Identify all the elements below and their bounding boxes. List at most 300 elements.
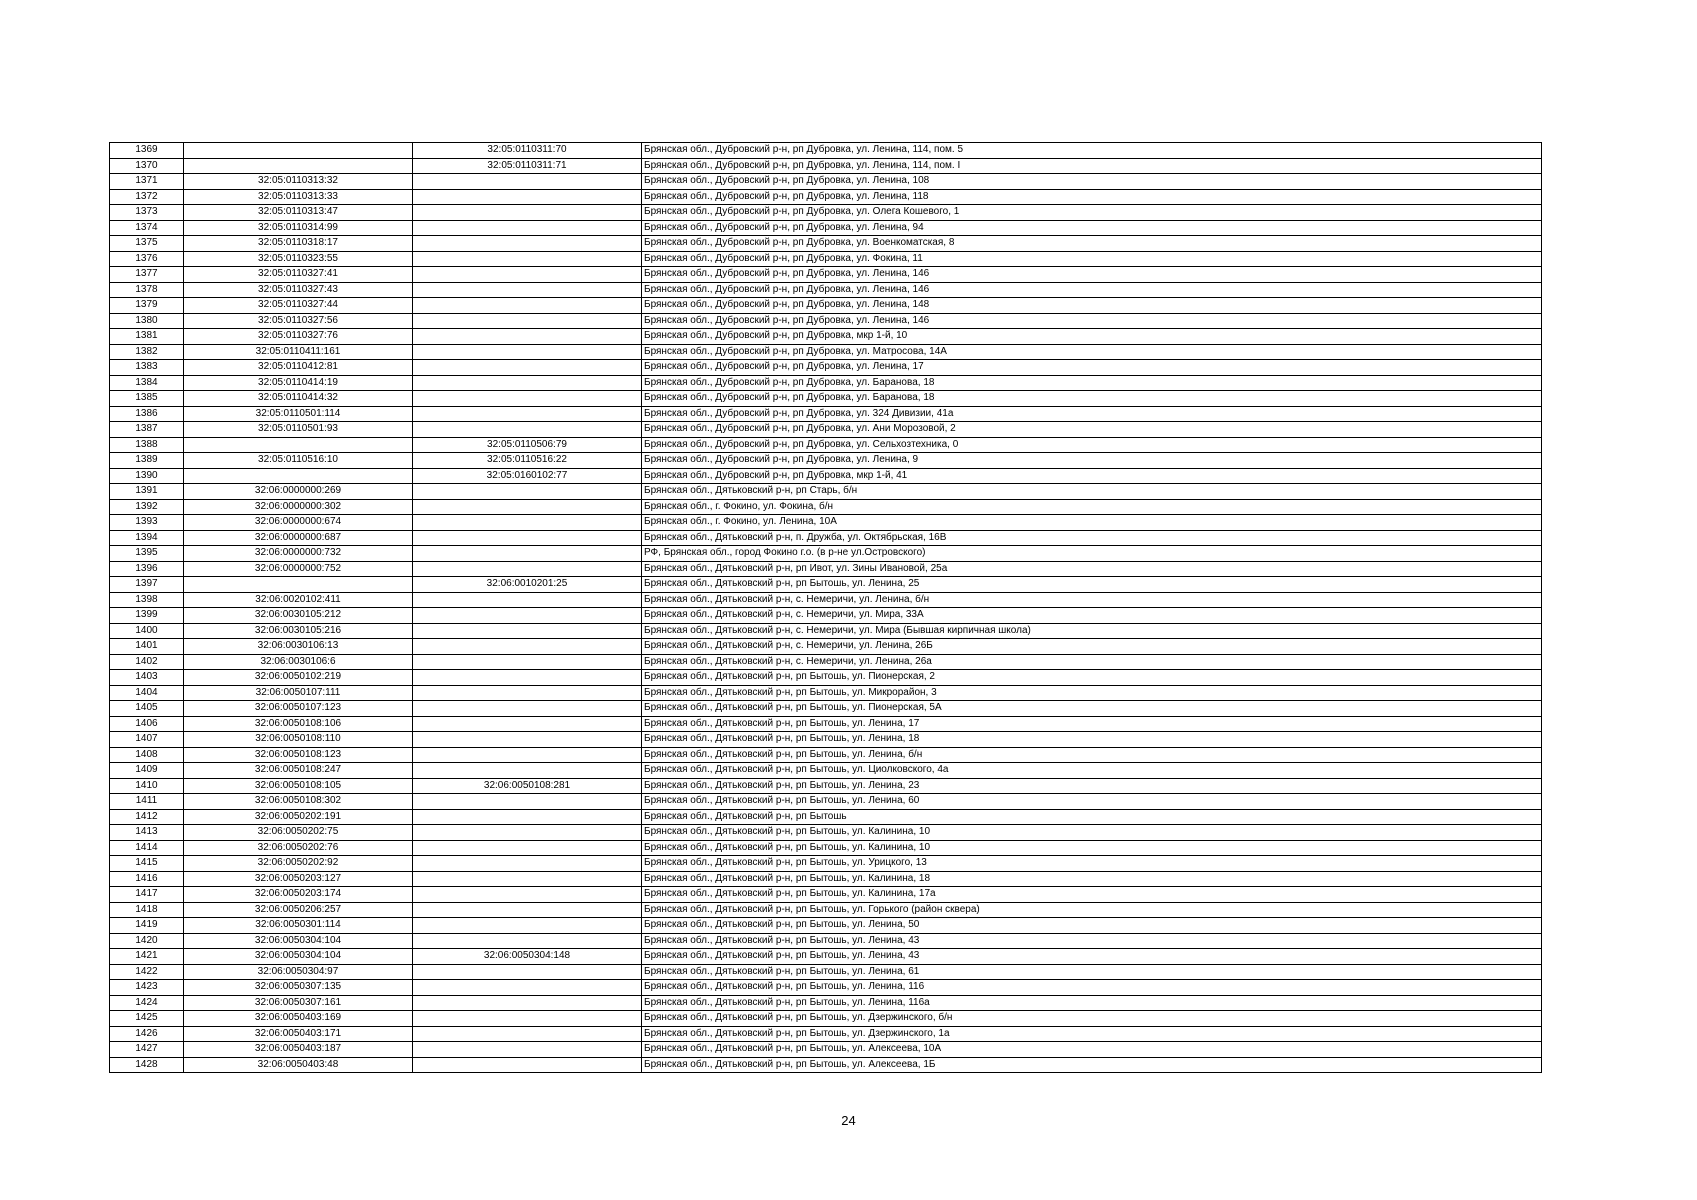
row-number-cell: 1387 [110, 422, 184, 438]
related-cadastral-number-cell [413, 375, 642, 391]
related-cadastral-number-cell [413, 654, 642, 670]
related-cadastral-number-cell: 32:05:0110311:71 [413, 158, 642, 174]
cadastral-number-cell: 32:06:0050202:191 [184, 809, 413, 825]
related-cadastral-number-cell [413, 701, 642, 717]
table-row [110, 1026, 1542, 1042]
address-cell: Брянская обл., Дубровский р-н, рп Дубровка, ул. Ленина, 94 [642, 220, 1542, 236]
table-row [110, 189, 1542, 205]
address-cell: Брянская обл., Дятьковский р-н, с. Немеричи, ул. Мира (Бывшая кирпичная школа) [642, 623, 1542, 639]
table-row [110, 515, 1542, 531]
table-row [110, 732, 1542, 748]
cadastral-number-cell: 32:06:0050107:123 [184, 701, 413, 717]
related-cadastral-number-cell [413, 391, 642, 407]
cadastral-number-cell: 32:05:0110323:55 [184, 251, 413, 267]
cadastral-number-cell: 32:06:0050102:219 [184, 670, 413, 686]
related-cadastral-number-cell [413, 344, 642, 360]
row-number-cell: 1400 [110, 623, 184, 639]
cadastral-number-cell: 32:05:0110313:32 [184, 174, 413, 190]
address-cell: Брянская обл., Дятьковский р-н, рп Бытошь, ул. Ленина, 50 [642, 918, 1542, 934]
table-row [110, 422, 1542, 438]
register-table-body [110, 143, 1542, 1073]
row-number-cell: 1416 [110, 871, 184, 887]
related-cadastral-number-cell [413, 732, 642, 748]
row-number-cell: 1428 [110, 1057, 184, 1073]
table-row [110, 577, 1542, 593]
related-cadastral-number-cell: 32:05:0110516:22 [413, 453, 642, 469]
row-number-cell: 1372 [110, 189, 184, 205]
table-row [110, 329, 1542, 345]
related-cadastral-number-cell [413, 484, 642, 500]
cadastral-number-cell: 32:06:0000000:302 [184, 499, 413, 515]
table-row [110, 298, 1542, 314]
address-cell: Брянская обл., Дубровский р-н, рп Дубровка, ул. Баранова, 18 [642, 391, 1542, 407]
related-cadastral-number-cell [413, 1026, 642, 1042]
row-number-cell: 1407 [110, 732, 184, 748]
related-cadastral-number-cell: 32:06:0050304:148 [413, 949, 642, 965]
row-number-cell: 1403 [110, 670, 184, 686]
cadastral-number-cell: 32:06:0050108:110 [184, 732, 413, 748]
table-row [110, 1057, 1542, 1073]
address-cell: Брянская обл., Дубровский р-н, рп Дубровка, ул. Ленина, 148 [642, 298, 1542, 314]
cadastral-number-cell: 32:06:0050307:135 [184, 980, 413, 996]
address-cell: Брянская обл., Дубровский р-н, рп Дубровка, ул. Баранова, 18 [642, 375, 1542, 391]
address-cell: Брянская обл., Дятьковский р-н, п. Дружба, ул. Октябрьская, 16В [642, 530, 1542, 546]
related-cadastral-number-cell [413, 329, 642, 345]
cadastral-number-cell [184, 577, 413, 593]
cadastral-number-cell: 32:05:0110501:114 [184, 406, 413, 422]
related-cadastral-number-cell [413, 933, 642, 949]
table-row [110, 251, 1542, 267]
address-cell: Брянская обл., Дятьковский р-н, рп Бытошь, ул. Ленина, 18 [642, 732, 1542, 748]
address-cell: Брянская обл., Дятьковский р-н, рп Бытошь, ул. Ленина, 25 [642, 577, 1542, 593]
table-row [110, 623, 1542, 639]
cadastral-number-cell: 32:05:0110313:33 [184, 189, 413, 205]
table-row [110, 143, 1542, 159]
table-row [110, 220, 1542, 236]
cadastral-number-cell [184, 158, 413, 174]
table-row [110, 236, 1542, 252]
table-row [110, 158, 1542, 174]
table-row [110, 887, 1542, 903]
row-number-cell: 1411 [110, 794, 184, 810]
row-number-cell: 1404 [110, 685, 184, 701]
cadastral-number-cell: 32:06:0000000:687 [184, 530, 413, 546]
table-row [110, 716, 1542, 732]
row-number-cell: 1389 [110, 453, 184, 469]
related-cadastral-number-cell: 32:05:0110506:79 [413, 437, 642, 453]
cadastral-number-cell: 32:05:0110501:93 [184, 422, 413, 438]
row-number-cell: 1384 [110, 375, 184, 391]
address-cell: Брянская обл., Дубровский р-н, рп Дубровка, ул. 324 Дивизии, 41а [642, 406, 1542, 422]
page-number: 24 [841, 1113, 856, 1128]
row-number-cell: 1405 [110, 701, 184, 717]
row-number-cell: 1406 [110, 716, 184, 732]
address-cell: Брянская обл., Дятьковский р-н, рп Бытошь, ул. Ленина, 43 [642, 933, 1542, 949]
related-cadastral-number-cell [413, 794, 642, 810]
table-row [110, 778, 1542, 794]
cadastral-number-cell: 32:06:0000000:732 [184, 546, 413, 562]
related-cadastral-number-cell [413, 546, 642, 562]
table-row [110, 344, 1542, 360]
related-cadastral-number-cell [413, 251, 642, 267]
cadastral-number-cell: 32:06:0050206:257 [184, 902, 413, 918]
address-cell: Брянская обл., Дятьковский р-н, рп Бытошь, ул. Ленина, 116а [642, 995, 1542, 1011]
cadastral-number-cell: 32:06:0050108:123 [184, 747, 413, 763]
related-cadastral-number-cell [413, 902, 642, 918]
address-cell: Брянская обл., Дятьковский р-н, с. Немеричи, ул. Ленина, 26а [642, 654, 1542, 670]
table-row [110, 592, 1542, 608]
related-cadastral-number-cell [413, 685, 642, 701]
address-cell: Брянская обл., Дубровский р-н, рп Дубровка, ул. Ленина, 114, пом. 5 [642, 143, 1542, 159]
row-number-cell: 1398 [110, 592, 184, 608]
related-cadastral-number-cell [413, 282, 642, 298]
cadastral-number-cell: 32:06:0050307:161 [184, 995, 413, 1011]
table-row [110, 701, 1542, 717]
table-row [110, 995, 1542, 1011]
row-number-cell: 1415 [110, 856, 184, 872]
cadastral-number-cell: 32:06:0050108:302 [184, 794, 413, 810]
table-row [110, 1042, 1542, 1058]
row-number-cell: 1410 [110, 778, 184, 794]
table-row [110, 794, 1542, 810]
related-cadastral-number-cell [413, 623, 642, 639]
address-cell: Брянская обл., Дятьковский р-н, рп Бытошь, ул. Ленина, 17 [642, 716, 1542, 732]
related-cadastral-number-cell [413, 639, 642, 655]
address-cell: Брянская обл., Дубровский р-н, рп Дубровка, ул. Ленина, 146 [642, 267, 1542, 283]
table-row [110, 639, 1542, 655]
row-number-cell: 1378 [110, 282, 184, 298]
row-number-cell: 1426 [110, 1026, 184, 1042]
address-cell: Брянская обл., Дятьковский р-н, с. Немеричи, ул. Ленина, 26Б [642, 639, 1542, 655]
related-cadastral-number-cell [413, 174, 642, 190]
table-row [110, 670, 1542, 686]
row-number-cell: 1412 [110, 809, 184, 825]
row-number-cell: 1413 [110, 825, 184, 841]
related-cadastral-number-cell [413, 515, 642, 531]
property-register-table [109, 142, 1542, 1073]
address-cell: Брянская обл., Дубровский р-н, рп Дубровка, мкр 1-й, 41 [642, 468, 1542, 484]
cadastral-number-cell: 32:06:0020102:411 [184, 592, 413, 608]
address-cell: Брянская обл., Дятьковский р-н, рп Бытошь, ул. Дзержинского, б/н [642, 1011, 1542, 1027]
related-cadastral-number-cell [413, 840, 642, 856]
row-number-cell: 1393 [110, 515, 184, 531]
table-row [110, 871, 1542, 887]
row-number-cell: 1385 [110, 391, 184, 407]
address-cell: Брянская обл., Дятьковский р-н, рп Бытошь, ул. Алексеева, 1Б [642, 1057, 1542, 1073]
related-cadastral-number-cell [413, 422, 642, 438]
table-row [110, 964, 1542, 980]
row-number-cell: 1408 [110, 747, 184, 763]
table-row [110, 174, 1542, 190]
row-number-cell: 1388 [110, 437, 184, 453]
row-number-cell: 1402 [110, 654, 184, 670]
related-cadastral-number-cell [413, 608, 642, 624]
related-cadastral-number-cell [413, 561, 642, 577]
cadastral-number-cell: 32:06:0050203:174 [184, 887, 413, 903]
cadastral-number-cell: 32:05:0110318:17 [184, 236, 413, 252]
address-cell: Брянская обл., Дубровский р-н, рп Дубровка, ул. Ани Морозовой, 2 [642, 422, 1542, 438]
address-cell: Брянская обл., Дятьковский р-н, рп Бытошь, ул. Ленина, 43 [642, 949, 1542, 965]
table-row [110, 949, 1542, 965]
table-row [110, 918, 1542, 934]
cadastral-number-cell: 32:06:0030105:216 [184, 623, 413, 639]
cadastral-number-cell: 32:05:0110414:32 [184, 391, 413, 407]
cadastral-number-cell: 32:06:0050304:97 [184, 964, 413, 980]
table-row [110, 933, 1542, 949]
address-cell: Брянская обл., Дятьковский р-н, рп Бытошь, ул. Ленина, 60 [642, 794, 1542, 810]
table-row [110, 840, 1542, 856]
row-number-cell: 1376 [110, 251, 184, 267]
address-cell: Брянская обл., Дятьковский р-н, рп Бытошь, ул. Дзержинского, 1а [642, 1026, 1542, 1042]
table-row [110, 453, 1542, 469]
table-row [110, 902, 1542, 918]
address-cell: Брянская обл., Дубровский р-н, рп Дубровка, ул. Ленина, 114, пом. I [642, 158, 1542, 174]
cadastral-number-cell: 32:05:0110327:76 [184, 329, 413, 345]
table-row [110, 561, 1542, 577]
address-cell: Брянская обл., Дубровский р-н, рп Дубровка, ул. Сельхозтехника, 0 [642, 437, 1542, 453]
related-cadastral-number-cell [413, 298, 642, 314]
cadastral-number-cell: 32:06:0050108:106 [184, 716, 413, 732]
table-row [110, 546, 1542, 562]
cadastral-number-cell: 32:05:0110411:161 [184, 344, 413, 360]
related-cadastral-number-cell [413, 360, 642, 376]
row-number-cell: 1383 [110, 360, 184, 376]
related-cadastral-number-cell [413, 313, 642, 329]
address-cell: Брянская обл., Дубровский р-н, рп Дубровка, ул. Матросова, 14А [642, 344, 1542, 360]
related-cadastral-number-cell [413, 809, 642, 825]
address-cell: Брянская обл., Дятьковский р-н, рп Бытошь, ул. Пионерская, 5А [642, 701, 1542, 717]
address-cell: Брянская обл., Дятьковский р-н, рп Бытошь [642, 809, 1542, 825]
cadastral-number-cell: 32:06:0050403:169 [184, 1011, 413, 1027]
table-row [110, 205, 1542, 221]
address-cell: Брянская обл., Дубровский р-н, рп Дубровка, ул. Ленина, 9 [642, 453, 1542, 469]
related-cadastral-number-cell [413, 918, 642, 934]
cadastral-number-cell: 32:06:0030106:13 [184, 639, 413, 655]
row-number-cell: 1414 [110, 840, 184, 856]
table-row [110, 406, 1542, 422]
cadastral-number-cell: 32:05:0110314:99 [184, 220, 413, 236]
cadastral-number-cell: 32:06:0030106:6 [184, 654, 413, 670]
address-cell: Брянская обл., Дубровский р-н, рп Дубровка, ул. Ленина, 118 [642, 189, 1542, 205]
cadastral-number-cell [184, 143, 413, 159]
row-number-cell: 1424 [110, 995, 184, 1011]
row-number-cell: 1375 [110, 236, 184, 252]
address-cell: Брянская обл., Дубровский р-н, рп Дубровка, ул. Ленина, 146 [642, 313, 1542, 329]
address-cell: Брянская обл., Дятьковский р-н, рп Бытошь, ул. Горького (район сквера) [642, 902, 1542, 918]
related-cadastral-number-cell [413, 189, 642, 205]
cadastral-number-cell: 32:06:0050202:92 [184, 856, 413, 872]
related-cadastral-number-cell [413, 747, 642, 763]
table-row [110, 685, 1542, 701]
table-row [110, 375, 1542, 391]
row-number-cell: 1374 [110, 220, 184, 236]
cadastral-number-cell: 32:05:0110412:81 [184, 360, 413, 376]
cadastral-number-cell: 32:06:0050108:105 [184, 778, 413, 794]
address-cell: Брянская обл., Дятьковский р-н, рп Бытошь, ул. Калинина, 10 [642, 840, 1542, 856]
table-row [110, 499, 1542, 515]
row-number-cell: 1422 [110, 964, 184, 980]
table-row [110, 856, 1542, 872]
row-number-cell: 1370 [110, 158, 184, 174]
row-number-cell: 1423 [110, 980, 184, 996]
cadastral-number-cell: 32:05:0110327:56 [184, 313, 413, 329]
cadastral-number-cell: 32:06:0050203:127 [184, 871, 413, 887]
address-cell: Брянская обл., Дятьковский р-н, рп Бытошь, ул. Ленина, 23 [642, 778, 1542, 794]
row-number-cell: 1377 [110, 267, 184, 283]
cadastral-number-cell: 32:06:0050108:247 [184, 763, 413, 779]
cadastral-number-cell: 32:06:0050304:104 [184, 949, 413, 965]
related-cadastral-number-cell [413, 825, 642, 841]
table-row [110, 747, 1542, 763]
row-number-cell: 1392 [110, 499, 184, 515]
cadastral-number-cell: 32:06:0050403:48 [184, 1057, 413, 1073]
address-cell: Брянская обл., Дятьковский р-н, рп Бытошь, ул. Циолковского, 4а [642, 763, 1542, 779]
address-cell: Брянская обл., Дубровский р-н, рп Дубровка, ул. Ленина, 17 [642, 360, 1542, 376]
row-number-cell: 1401 [110, 639, 184, 655]
table-row [110, 313, 1542, 329]
address-cell: Брянская обл., Дятьковский р-н, с. Немеричи, ул. Мира, 33А [642, 608, 1542, 624]
row-number-cell: 1391 [110, 484, 184, 500]
row-number-cell: 1427 [110, 1042, 184, 1058]
cadastral-number-cell: 32:05:0110327:44 [184, 298, 413, 314]
address-cell: Брянская обл., Дятьковский р-н, рп Бытошь, ул. Алексеева, 10А [642, 1042, 1542, 1058]
row-number-cell: 1395 [110, 546, 184, 562]
related-cadastral-number-cell: 32:06:0010201:25 [413, 577, 642, 593]
cadastral-number-cell: 32:05:0110327:41 [184, 267, 413, 283]
row-number-cell: 1421 [110, 949, 184, 965]
related-cadastral-number-cell [413, 1057, 642, 1073]
row-number-cell: 1420 [110, 933, 184, 949]
row-number-cell: 1417 [110, 887, 184, 903]
address-cell: Брянская обл., г. Фокино, ул. Фокина, б/н [642, 499, 1542, 515]
table-row [110, 980, 1542, 996]
address-cell: Брянская обл., Дубровский р-н, рп Дубровка, ул. Военкоматская, 8 [642, 236, 1542, 252]
cadastral-number-cell: 32:06:0050107:111 [184, 685, 413, 701]
related-cadastral-number-cell [413, 1042, 642, 1058]
address-cell: Брянская обл., Дубровский р-н, рп Дубровка, ул. Ленина, 146 [642, 282, 1542, 298]
address-cell: Брянская обл., Дятьковский р-н, рп Бытошь, ул. Ленина, 116 [642, 980, 1542, 996]
table-row [110, 530, 1542, 546]
cadastral-number-cell: 32:05:0110516:10 [184, 453, 413, 469]
related-cadastral-number-cell [413, 871, 642, 887]
cadastral-number-cell [184, 437, 413, 453]
related-cadastral-number-cell: 32:05:0110311:70 [413, 143, 642, 159]
address-cell: Брянская обл., Дубровский р-н, рп Дубровка, ул. Ленина, 108 [642, 174, 1542, 190]
cadastral-number-cell: 32:06:0000000:269 [184, 484, 413, 500]
related-cadastral-number-cell [413, 887, 642, 903]
row-number-cell: 1390 [110, 468, 184, 484]
row-number-cell: 1371 [110, 174, 184, 190]
table-row [110, 654, 1542, 670]
cadastral-number-cell: 32:06:0050202:75 [184, 825, 413, 841]
address-cell: Брянская обл., Дубровский р-н, рп Дубровка, ул. Фокина, 11 [642, 251, 1542, 267]
row-number-cell: 1369 [110, 143, 184, 159]
address-cell: Брянская обл., Дятьковский р-н, с. Немеричи, ул. Ленина, б/н [642, 592, 1542, 608]
related-cadastral-number-cell: 32:06:0050108:281 [413, 778, 642, 794]
related-cadastral-number-cell [413, 716, 642, 732]
row-number-cell: 1373 [110, 205, 184, 221]
address-cell: Брянская обл., Дятьковский р-н, рп Ивот, ул. Зины Ивановой, 25а [642, 561, 1542, 577]
address-cell: Брянская обл., Дятьковский р-н, рп Бытошь, ул. Калинина, 18 [642, 871, 1542, 887]
related-cadastral-number-cell [413, 856, 642, 872]
cadastral-number-cell [184, 468, 413, 484]
related-cadastral-number-cell [413, 980, 642, 996]
cadastral-number-cell: 32:06:0050202:76 [184, 840, 413, 856]
cadastral-number-cell: 32:05:0110327:43 [184, 282, 413, 298]
cadastral-number-cell: 32:06:0050403:171 [184, 1026, 413, 1042]
cadastral-number-cell: 32:05:0110414:19 [184, 375, 413, 391]
cadastral-number-cell: 32:05:0110313:47 [184, 205, 413, 221]
related-cadastral-number-cell [413, 995, 642, 1011]
row-number-cell: 1425 [110, 1011, 184, 1027]
row-number-cell: 1418 [110, 902, 184, 918]
related-cadastral-number-cell [413, 763, 642, 779]
address-cell: Брянская обл., Дятьковский р-н, рп Бытошь, ул. Пионерская, 2 [642, 670, 1542, 686]
row-number-cell: 1381 [110, 329, 184, 345]
table-row [110, 468, 1542, 484]
related-cadastral-number-cell [413, 406, 642, 422]
related-cadastral-number-cell [413, 670, 642, 686]
table-row [110, 437, 1542, 453]
address-cell: Брянская обл., Дятьковский р-н, рп Бытошь, ул. Урицкого, 13 [642, 856, 1542, 872]
row-number-cell: 1379 [110, 298, 184, 314]
row-number-cell: 1380 [110, 313, 184, 329]
table-row [110, 360, 1542, 376]
address-cell: Брянская обл., Дятьковский р-н, рп Бытошь, ул. Ленина, б/н [642, 747, 1542, 763]
row-number-cell: 1399 [110, 608, 184, 624]
address-cell: Брянская обл., Дятьковский р-н, рп Бытошь, ул. Ленина, 61 [642, 964, 1542, 980]
address-cell: Брянская обл., г. Фокино, ул. Ленина, 10А [642, 515, 1542, 531]
row-number-cell: 1409 [110, 763, 184, 779]
table-row [110, 825, 1542, 841]
related-cadastral-number-cell: 32:05:0160102:77 [413, 468, 642, 484]
cadastral-number-cell: 32:06:0030105:212 [184, 608, 413, 624]
cadastral-number-cell: 32:06:0000000:752 [184, 561, 413, 577]
row-number-cell: 1396 [110, 561, 184, 577]
address-cell: Брянская обл., Дубровский р-н, рп Дубровка, ул. Олега Кошевого, 1 [642, 205, 1542, 221]
related-cadastral-number-cell [413, 220, 642, 236]
table-row [110, 484, 1542, 500]
related-cadastral-number-cell [413, 530, 642, 546]
related-cadastral-number-cell [413, 236, 642, 252]
address-cell: Брянская обл., Дубровский р-н, рп Дубровка, мкр 1-й, 10 [642, 329, 1542, 345]
cadastral-number-cell: 32:06:0050403:187 [184, 1042, 413, 1058]
table-row [110, 282, 1542, 298]
row-number-cell: 1397 [110, 577, 184, 593]
table-row [110, 1011, 1542, 1027]
address-cell: Брянская обл., Дятьковский р-н, рп Бытошь, ул. Микрорайон, 3 [642, 685, 1542, 701]
address-cell: РФ, Брянская обл., город Фокино г.о. (в р-не ул.Островского) [642, 546, 1542, 562]
address-cell: Брянская обл., Дятьковский р-н, рп Бытошь, ул. Калинина, 10 [642, 825, 1542, 841]
table-row [110, 763, 1542, 779]
row-number-cell: 1382 [110, 344, 184, 360]
related-cadastral-number-cell [413, 592, 642, 608]
table-row [110, 267, 1542, 283]
table-row [110, 391, 1542, 407]
cadastral-number-cell: 32:06:0000000:674 [184, 515, 413, 531]
row-number-cell: 1394 [110, 530, 184, 546]
related-cadastral-number-cell [413, 964, 642, 980]
related-cadastral-number-cell [413, 499, 642, 515]
address-cell: Брянская обл., Дятьковский р-н, рп Бытошь, ул. Калинина, 17а [642, 887, 1542, 903]
cadastral-number-cell: 32:06:0050301:114 [184, 918, 413, 934]
address-cell: Брянская обл., Дятьковский р-н, рп Старь, б/н [642, 484, 1542, 500]
cadastral-number-cell: 32:06:0050304:104 [184, 933, 413, 949]
related-cadastral-number-cell [413, 205, 642, 221]
row-number-cell: 1419 [110, 918, 184, 934]
related-cadastral-number-cell [413, 1011, 642, 1027]
related-cadastral-number-cell [413, 267, 642, 283]
